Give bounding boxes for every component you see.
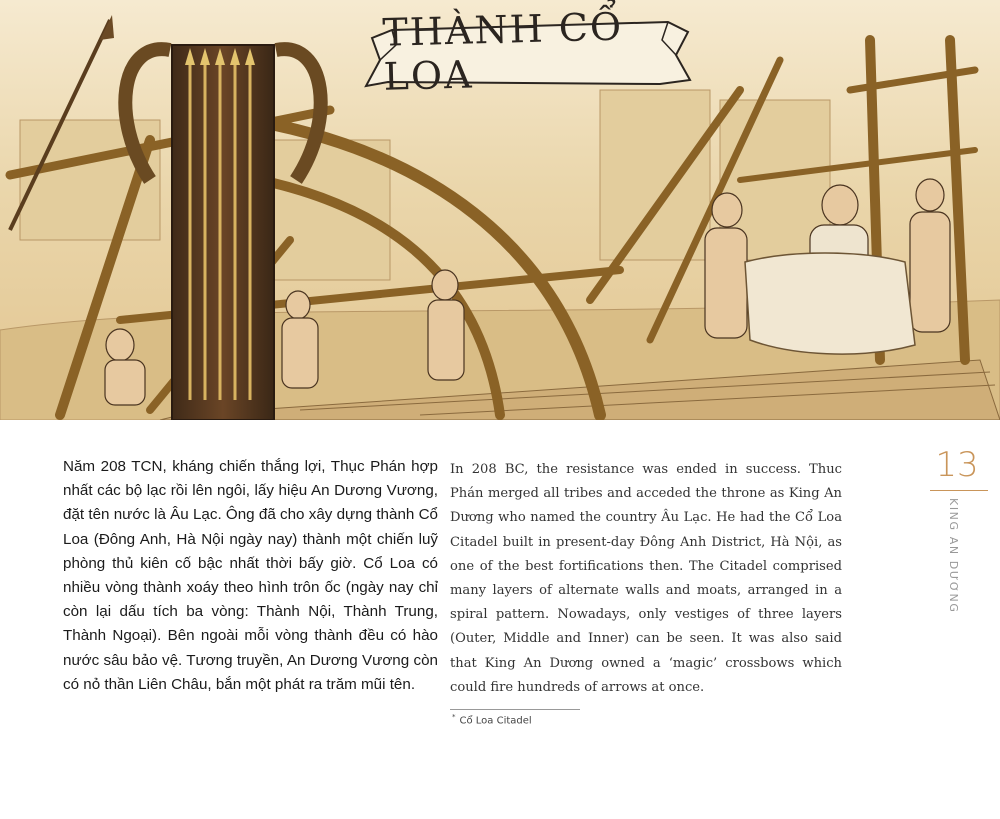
illustration-title: THÀNH CỔ LOA (381, 4, 624, 99)
footnote (452, 713, 532, 726)
footnote-text: Cổ Loa Citadel (459, 715, 532, 727)
body-text-english: In 208 BC, the resistance was ended in success. Thuc Phán merged all tribes and acceded the throne as King An Dương who named the country Âu Lạc. He had the Cổ Loa Citadel built in present-day Đông Anh District, Hà Nội, as one of the best fortifications then. The Citadel comprised many layers of alternate walls and moats, arranged in a spiral pattern. Nowadays, only vestiges of three layers (Outer, Middle and Inner) can be seen. It was also said that King An Dương owned a ‘magic’ crossbows which could fire hundreds of arrows at once. (450, 462, 842, 695)
footnote-rule (450, 709, 580, 710)
page-number-rule (930, 490, 988, 491)
page-number: 13 (935, 445, 979, 485)
footnote-marker: * (452, 713, 456, 721)
chapter-label: KING AN DƯƠNG (947, 498, 960, 614)
body-text-vietnamese: Năm 208 TCN, kháng chiến thắng lợi, Thục Phán hợp nhất các bộ lạc rồi lên ngôi, lấy hiệu An Dương Vương, đặt tên nước là Âu Lạc. Ông đã cho xây dựng thành Cổ Loa (Đông Anh, Hà Nội ngày nay) thành một chiến luỹ phòng thủ kiên cố bậc nhất thời bấy giờ. Cổ Loa có nhiều vòng thành xoáy theo hình trôn ốc (ngày nay chỉ còn lại dấu tích ba vòng: Thành Nội, Thành Trung, Thành Ngoại). Bên ngoài mỗi vòng thành đều có hào nước sâu bảo vệ. Tương truyền, An Dương Vương còn có nỏ thần Liên Châu, bắn một phát ra trăm mũi tên. (63, 458, 438, 693)
citadel-map-cloth (745, 253, 915, 354)
